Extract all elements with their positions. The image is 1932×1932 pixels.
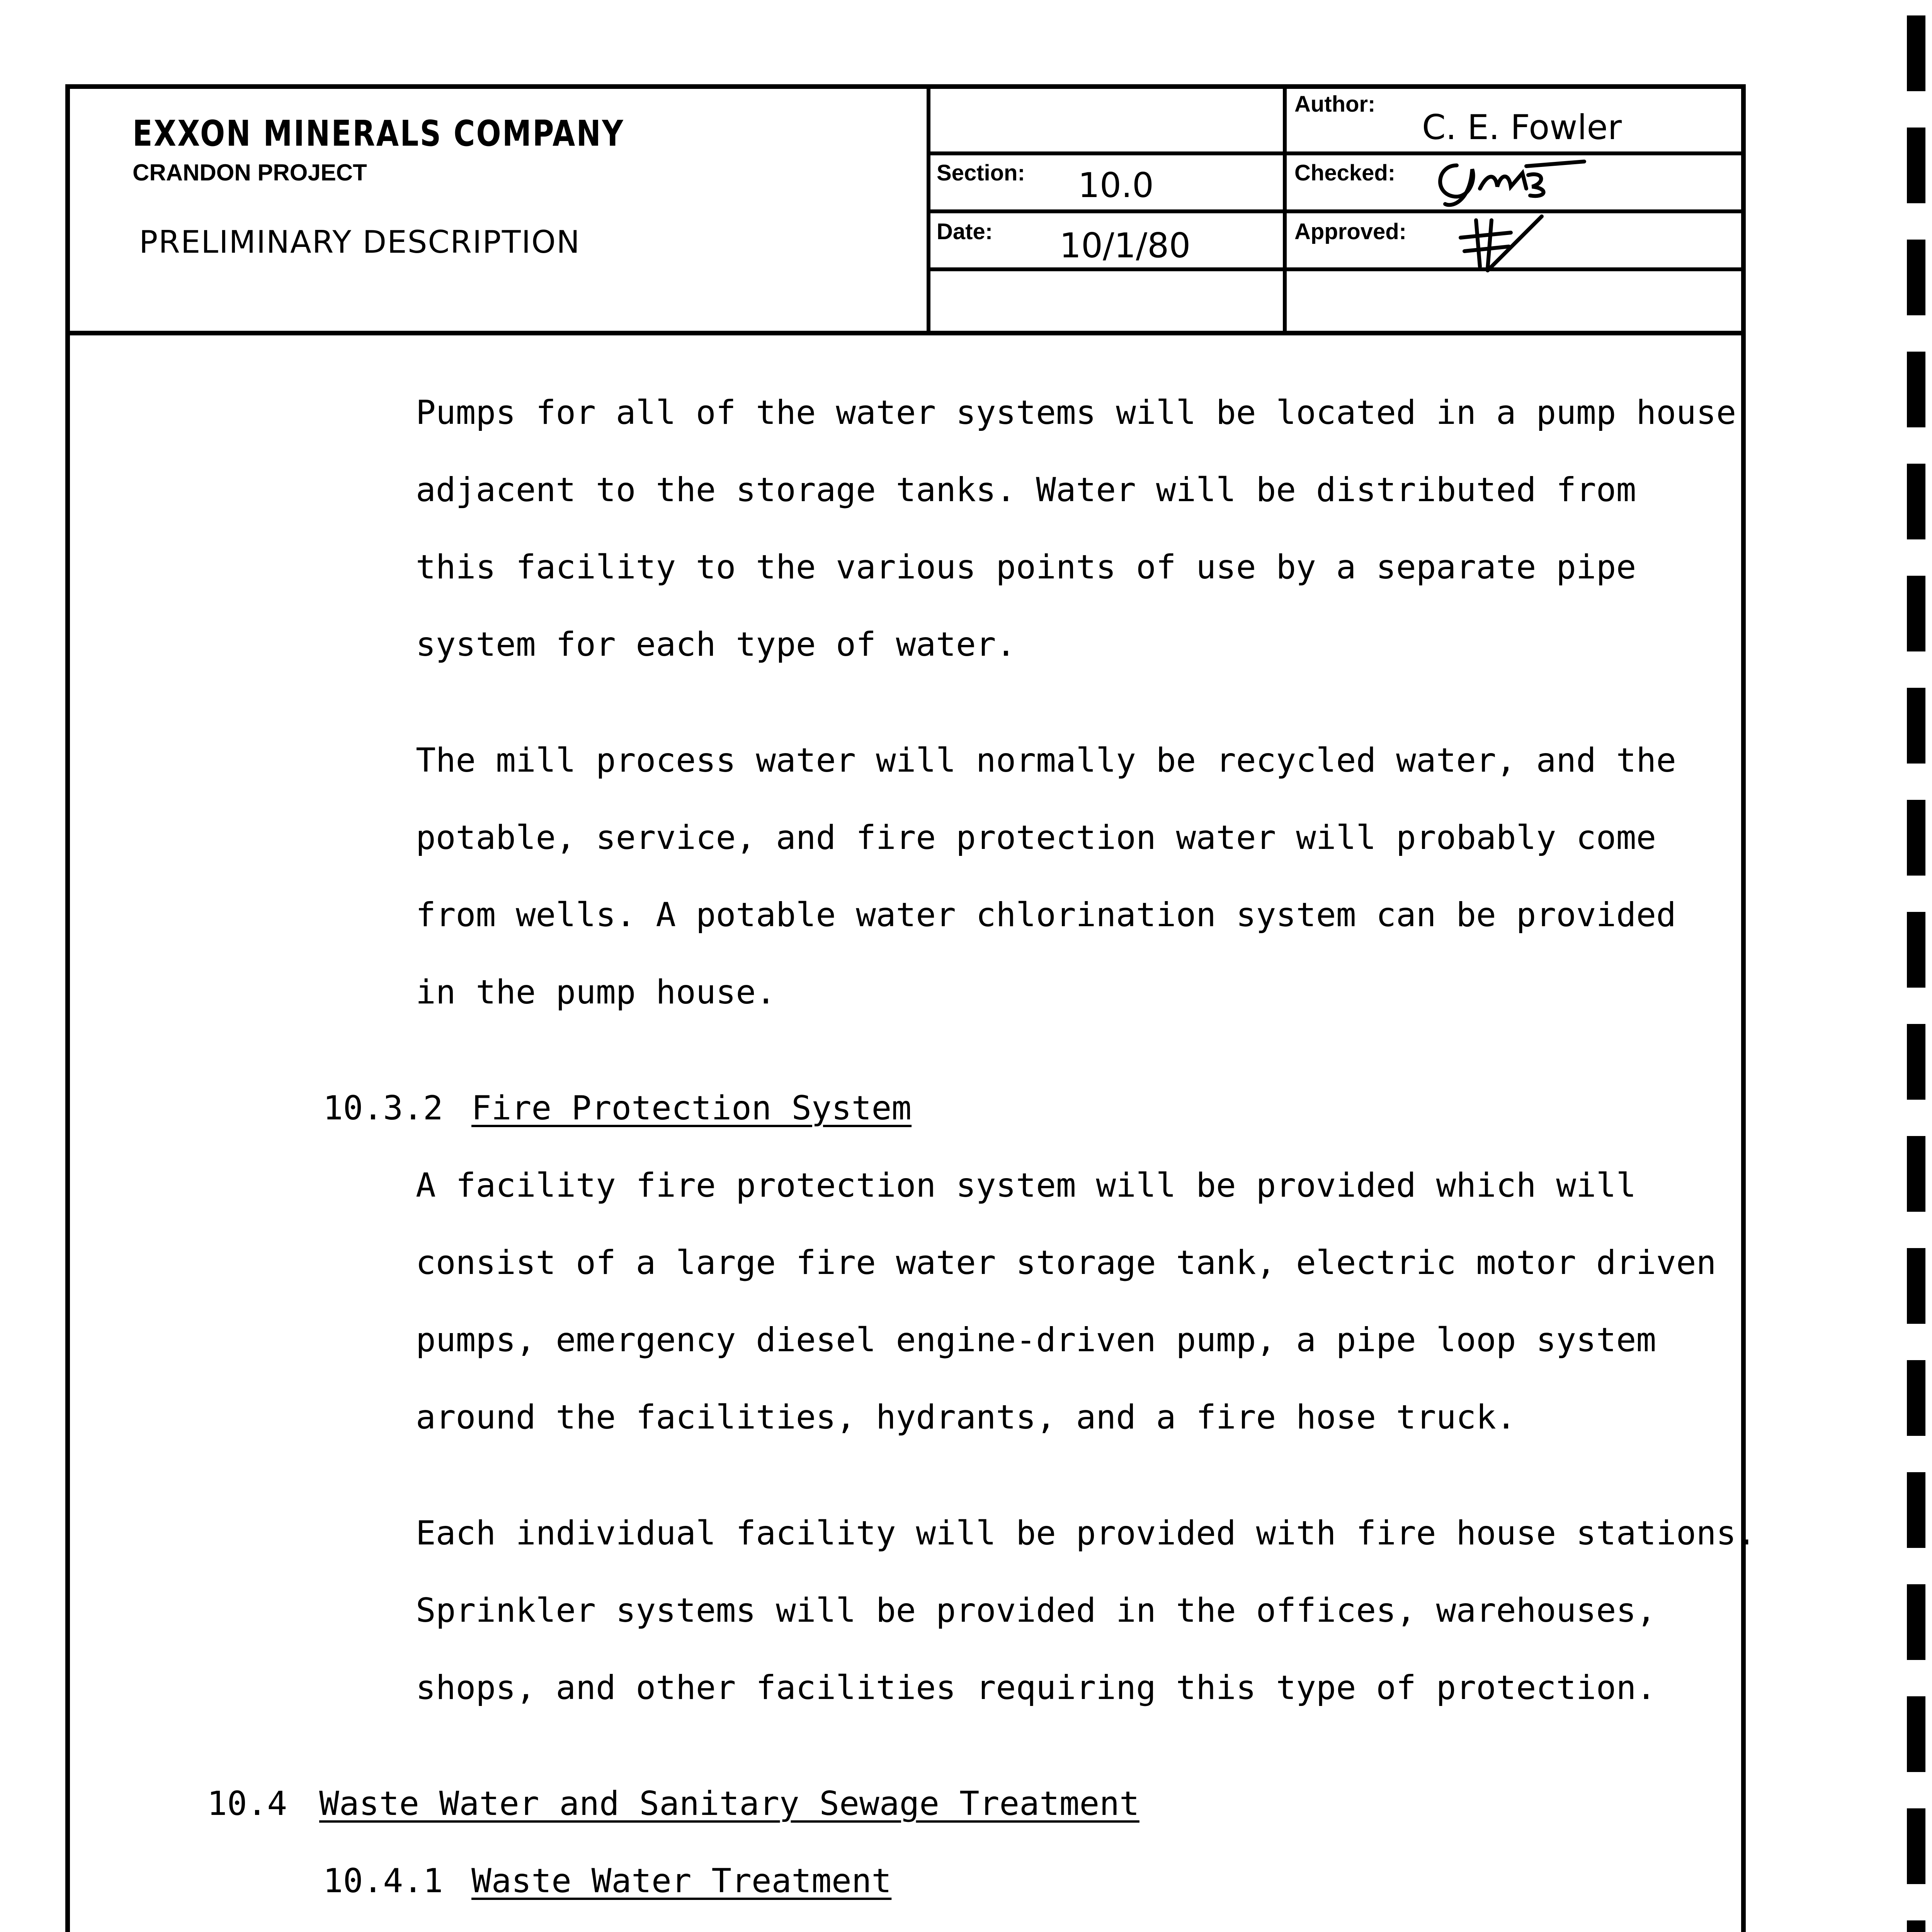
binding-mark: [1907, 1920, 1925, 1932]
binding-mark: [1907, 1024, 1925, 1100]
binding-mark: [1907, 240, 1925, 315]
header-divider: [65, 331, 1746, 335]
page-border: [65, 84, 1746, 1932]
body-line: this facility to the various points of use by a separate pipe: [416, 548, 1636, 587]
date-value: 10/1/80: [1060, 226, 1191, 265]
body-line: consist of a large fire water storage tank, electric motor driven: [416, 1243, 1716, 1282]
checked-signature: [1430, 150, 1592, 212]
company-name: EXXON MINERALS COMPANY: [133, 113, 624, 154]
binding-mark: [1907, 576, 1925, 651]
binding-mark: [1907, 1696, 1925, 1772]
binding-mark: [1907, 464, 1925, 539]
body-line: Sprinkler systems will be provided in the offices, warehouses,: [416, 1591, 1656, 1630]
project-name: CRANDON PROJECT: [133, 160, 367, 185]
author-label: Author:: [1294, 92, 1376, 117]
binding-mark: [1907, 1472, 1925, 1548]
section-value: 10.0: [1078, 165, 1154, 205]
binding-mark: [1907, 800, 1925, 876]
approved-label: Approved:: [1294, 219, 1406, 244]
body-line: pumps, emergency diesel engine-driven pump, a pipe loop system: [416, 1321, 1656, 1359]
binding-mark: [1907, 688, 1925, 764]
header-column-divider: [1283, 84, 1287, 333]
body-line: The mill process water will normally be recycled water, and the: [416, 741, 1676, 780]
binding-mark: [1907, 1136, 1925, 1212]
body-line: shops, and other facilities requiring this type of protection.: [416, 1668, 1656, 1707]
body-line: in the pump house.: [416, 973, 776, 1012]
binding-mark: [1907, 15, 1925, 91]
header-row-divider: [927, 209, 1746, 213]
date-label: Date:: [937, 219, 993, 244]
section-heading: Waste Water and Sanitary Sewage Treatment: [319, 1784, 1139, 1823]
section-label: Section:: [937, 160, 1025, 185]
binding-mark: [1907, 1360, 1925, 1436]
approved-signature: [1453, 209, 1553, 278]
checked-label: Checked:: [1294, 160, 1396, 185]
binding-mark: [1907, 352, 1925, 427]
header-row-divider: [927, 151, 1746, 155]
body-line: Each individual facility will be provided with fire house stations.: [416, 1514, 1757, 1553]
body-line: A facility fire protection system will be provided which will: [416, 1166, 1636, 1205]
binding-mark: [1907, 1808, 1925, 1884]
section-number: 10.4: [207, 1784, 287, 1823]
section-number: 10.3.2: [323, 1089, 443, 1128]
body-line: adjacent to the storage tanks. Water will be distributed from: [416, 471, 1636, 509]
body-line: around the facilities, hydrants, and a fire hose truck.: [416, 1398, 1516, 1437]
binding-mark: [1907, 1248, 1925, 1324]
binding-mark: [1907, 912, 1925, 988]
binding-mark: [1907, 128, 1925, 203]
body-line: Pumps for all of the water systems will be located in a pump house: [416, 393, 1736, 432]
body-line: potable, service, and fire protection water will probably come: [416, 818, 1656, 857]
document-type: PRELIMINARY DESCRIPTION: [139, 224, 580, 260]
author-value: C. E. Fowler: [1422, 107, 1622, 147]
section-heading: Waste Water Treatment: [471, 1862, 892, 1900]
section-number: 10.4.1: [323, 1862, 443, 1900]
section-heading: Fire Protection System: [471, 1089, 912, 1128]
header-column-divider: [927, 84, 930, 333]
header-row-divider: [927, 267, 1746, 271]
body-line: from wells. A potable water chlorination system can be provided: [416, 896, 1676, 934]
body-line: system for each type of water.: [416, 625, 1016, 664]
binding-mark: [1907, 1584, 1925, 1660]
